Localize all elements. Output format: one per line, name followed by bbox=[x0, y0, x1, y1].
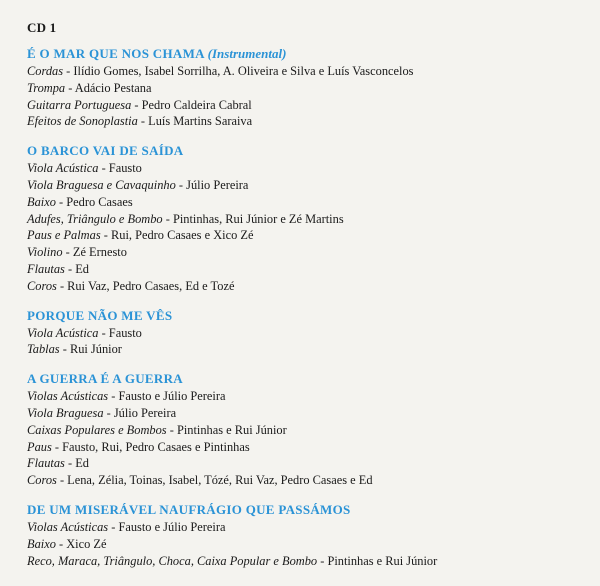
credit-role: Violas Acústicas bbox=[27, 389, 109, 404]
track-section bbox=[27, 142, 570, 294]
credit-role: Tablas bbox=[27, 342, 60, 357]
credit-role: Baixo bbox=[27, 536, 56, 551]
credit-names: Ed bbox=[75, 261, 89, 276]
credit-names: Pintinhas, Rui Júnior e Zé Martins bbox=[172, 211, 344, 226]
credit-role: Trompa bbox=[27, 80, 66, 95]
credit-names: Pintinhas e Rui Júnior bbox=[176, 422, 287, 437]
credit-role: Viola Acústica bbox=[27, 161, 99, 176]
credit-line: Reco, Maraca, Triângulo, Choca, Caixa Popular e Bombo - Pintinhas e Rui Júnior bbox=[27, 553, 438, 568]
credit-line: Violas Acústicas - Fausto e Júlio Pereira bbox=[27, 389, 226, 404]
credit-names: Júlio Pereira bbox=[113, 405, 177, 420]
credit-names: Rui Júnior bbox=[69, 342, 122, 357]
credit-role: Caixas Populares e Bombos bbox=[27, 422, 167, 437]
credit-line: Adufes, Triângulo e Bombo - Pintinhas, Rui Júnior e Zé Martins bbox=[27, 211, 344, 226]
credit-names: Ed bbox=[75, 456, 89, 471]
credit-names: Fausto bbox=[108, 325, 142, 340]
credit-names: Adácio Pestana bbox=[74, 80, 152, 95]
credit-line: Cordas - Ilídio Gomes, Isabel Sorrilha, A. Oliveira e Silva e Luís Vasconcelos bbox=[27, 64, 414, 78]
credit-names: Fausto e Júlio Pereira bbox=[118, 389, 226, 404]
track-section bbox=[27, 45, 570, 130]
credit-role: Guitarra Portuguesa bbox=[27, 97, 132, 112]
credit-names: Lena, Zélia, Toinas, Isabel, Tózé, Rui Vaz, Pedro Casaes e Ed bbox=[67, 473, 373, 488]
track-section bbox=[27, 370, 570, 489]
credit-line: Viola Acústica - Fausto bbox=[27, 161, 142, 176]
credit-names: Pedro Casaes bbox=[66, 194, 133, 209]
cd-label: CD 1 bbox=[27, 20, 57, 35]
credit-line: Viola Braguesa - Júlio Pereira bbox=[27, 405, 177, 420]
credit-line: Efeitos de Sonoplastia - Luís Martins Saraiva bbox=[27, 114, 253, 129]
credit-line: Paus - Fausto, Rui, Pedro Casaes e Pintinhas bbox=[27, 439, 250, 454]
credit-role: Paus bbox=[27, 439, 52, 454]
credit-line: Viola Acústica - Fausto bbox=[27, 325, 142, 340]
credit-role: Baixo bbox=[27, 194, 56, 209]
credit-role: Efeitos de Sonoplastia bbox=[27, 114, 138, 129]
track-credits-list bbox=[27, 45, 570, 569]
credit-line: Viola Braguesa e Cavaquinho - Júlio Pereira bbox=[27, 177, 249, 192]
credit-role: Flautas bbox=[27, 456, 65, 471]
track-title: A GUERRA É A GUERRA bbox=[27, 371, 183, 387]
credit-role: Viola Acústica bbox=[27, 325, 99, 340]
credit-names: Zé Ernesto bbox=[72, 245, 127, 260]
track-title: DE UM MISERÁVEL NAUFRÁGIO QUE PASSÁMOS bbox=[27, 501, 351, 517]
credit-names: Luís Martins Saraiva bbox=[148, 114, 253, 129]
credit-role: Flautas bbox=[27, 261, 65, 276]
credit-names: Pedro Caldeira Cabral bbox=[141, 97, 252, 112]
track-title: É O MAR QUE NOS CHAMA (Instrumental) bbox=[27, 46, 287, 61]
credit-line: Baixo - Xico Zé bbox=[27, 536, 107, 551]
credit-names: Ilídio Gomes, Isabel Sorrilha, A. Oliveira e Silva e Luís Vasconcelos bbox=[73, 64, 414, 78]
credit-names: Fausto e Júlio Pereira bbox=[118, 519, 226, 534]
credit-line: Baixo - Pedro Casaes bbox=[27, 194, 133, 209]
credit-names: Rui, Pedro Casaes e Xico Zé bbox=[110, 228, 254, 243]
credit-role: Viola Braguesa bbox=[27, 405, 104, 420]
credit-line: Guitarra Portuguesa - Pedro Caldeira Cabral bbox=[27, 97, 252, 112]
credit-line: Flautas - Ed bbox=[27, 456, 89, 471]
credit-names: Pintinhas e Rui Júnior bbox=[327, 553, 438, 568]
credit-role: Violino bbox=[27, 245, 63, 260]
credit-names: Xico Zé bbox=[66, 536, 107, 551]
credit-role: Viola Braguesa e Cavaquinho bbox=[27, 177, 176, 192]
credit-line: Flautas - Ed bbox=[27, 261, 89, 276]
credit-line: Violino - Zé Ernesto bbox=[27, 245, 127, 260]
track-title: O BARCO VAI DE SAÍDA bbox=[27, 143, 184, 159]
credit-line: Paus e Palmas - Rui, Pedro Casaes e Xico Zé bbox=[27, 228, 254, 243]
credit-line: Violas Acústicas - Fausto e Júlio Pereira bbox=[27, 519, 226, 534]
credit-line: Coros - Lena, Zélia, Toinas, Isabel, Tózé, Rui Vaz, Pedro Casaes e Ed bbox=[27, 473, 373, 488]
credit-names: Fausto bbox=[108, 161, 142, 176]
credit-role: Cordas bbox=[27, 64, 64, 78]
credit-role: Violas Acústicas bbox=[27, 519, 109, 534]
credit-role: Coros bbox=[27, 278, 57, 293]
credit-names: Fausto, Rui, Pedro Casaes e Pintinhas bbox=[62, 439, 250, 454]
credit-role: Coros bbox=[27, 473, 57, 488]
credit-line: Caixas Populares e Bombos - Pintinhas e Rui Júnior bbox=[27, 422, 287, 437]
track-title: PORQUE NÃO ME VÊS bbox=[27, 307, 173, 323]
credit-names: Júlio Pereira bbox=[186, 177, 249, 192]
track-subtitle: (Instrumental) bbox=[207, 46, 287, 61]
track-section bbox=[27, 501, 570, 569]
credit-role: Reco, Maraca, Triângulo, Choca, Caixa Popular e Bombo bbox=[27, 553, 318, 568]
credit-line: Trompa - Adácio Pestana bbox=[27, 80, 152, 95]
credit-line: Tablas - Rui Júnior bbox=[27, 342, 122, 357]
credit-role: Paus e Palmas bbox=[27, 228, 101, 243]
credit-names: Rui Vaz, Pedro Casaes, Ed e Tozé bbox=[67, 278, 235, 293]
track-section bbox=[27, 307, 570, 359]
credit-role: Adufes, Triângulo e Bombo bbox=[27, 211, 163, 226]
credit-line: Coros - Rui Vaz, Pedro Casaes, Ed e Tozé bbox=[27, 278, 235, 293]
